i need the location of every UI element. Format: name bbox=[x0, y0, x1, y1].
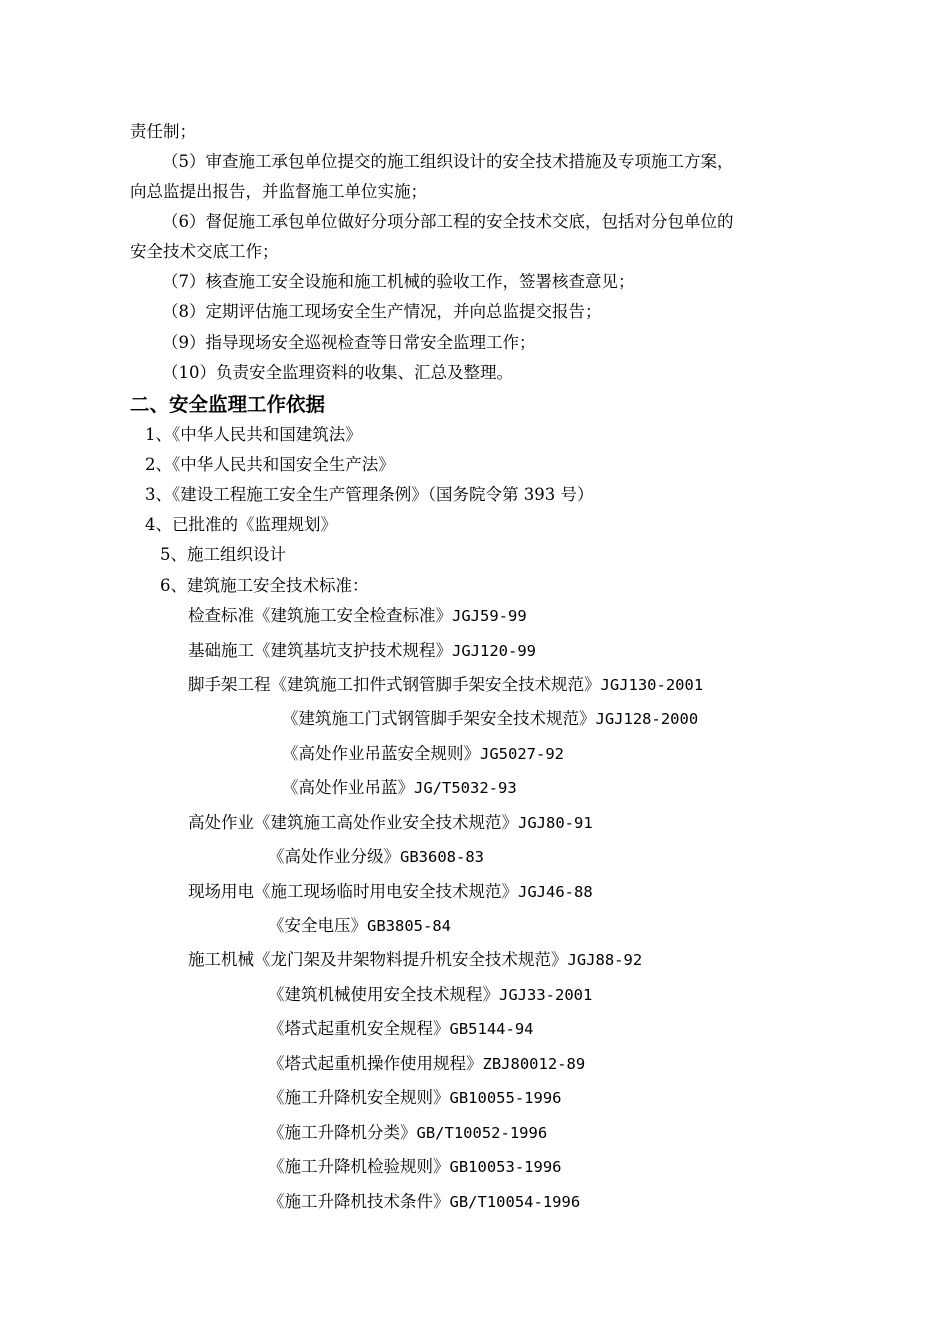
standard-row bbox=[268, 1087, 561, 1109]
standard-code: JG/T5032-93 bbox=[414, 779, 517, 797]
standard-code: GB/T10054-1996 bbox=[449, 1193, 581, 1211]
standard-code: JG5027-92 bbox=[480, 745, 564, 763]
section-heading: 二、安全监理工作依据 bbox=[130, 393, 326, 416]
duty-item-7: （7）核查施工安全设施和施工机械的验收工作，签署核查意见； bbox=[162, 272, 635, 291]
standard-code: JGJ88-92 bbox=[567, 951, 643, 969]
standard-code: JGJ33-2001 bbox=[499, 986, 593, 1004]
standard-code: GB5144-94 bbox=[449, 1020, 534, 1038]
standard-title: 《施工升降机分类》 bbox=[268, 1123, 417, 1142]
standard-code: GB3805-84 bbox=[367, 917, 451, 935]
standard-row bbox=[268, 915, 451, 937]
standard-code: GB/T10052-1996 bbox=[416, 1124, 548, 1142]
standard-title: 《塔式起重机安全规程》 bbox=[268, 1019, 450, 1038]
standard-code: GB10055-1996 bbox=[449, 1089, 562, 1107]
standard-title: 《施工升降机技术条件》 bbox=[268, 1192, 450, 1211]
standard-row bbox=[268, 1191, 580, 1213]
standard-title: 《安全电压》 bbox=[268, 916, 367, 935]
standard-row bbox=[268, 846, 484, 868]
standard-row bbox=[188, 674, 703, 696]
text-line-responsibility: 责任制； bbox=[130, 122, 196, 141]
basis-item: 4、已批准的《监理规划》 bbox=[145, 515, 337, 534]
duty-item-6-line-1: （6）督促施工承包单位做好分项分部工程的安全技术交底，包括对分包单位的 bbox=[162, 212, 734, 231]
standard-row bbox=[268, 1053, 585, 1075]
duty-item-9: （9）指导现场安全巡视检查等日常安全监理工作； bbox=[162, 333, 536, 352]
standard-code: ZBJ80012-89 bbox=[482, 1055, 586, 1073]
duty-item-5-line-1: （5）审查施工承包单位提交的施工组织设计的安全技术措施及专项施工方案， bbox=[162, 152, 734, 171]
standard-code: JGJ128-2000 bbox=[595, 710, 699, 728]
standard-title: 《高处作业吊蓝》 bbox=[282, 778, 414, 797]
standard-row bbox=[268, 1018, 534, 1040]
basis-item: 6、建筑施工安全技术标准： bbox=[160, 576, 369, 595]
standard-code: JGJ46-88 bbox=[518, 883, 593, 901]
duty-item-8: （8）定期评估施工现场安全生产情况，并向总监提交报告； bbox=[162, 302, 602, 321]
standard-code: JGJ80-91 bbox=[518, 814, 593, 832]
standard-row bbox=[188, 605, 527, 627]
standard-title: 《塔式起重机操作使用规程》 bbox=[268, 1054, 483, 1073]
basis-item: 5、施工组织设计 bbox=[160, 545, 286, 564]
duty-item-10: （10）负责安全监理资料的收集、汇总及整理。 bbox=[162, 363, 513, 382]
duty-item-6-line-2: 安全技术交底工作； bbox=[130, 242, 279, 261]
standard-row bbox=[282, 743, 564, 765]
standard-row bbox=[188, 949, 642, 971]
standard-title: 脚手架工程《建筑施工扣件式钢管脚手架安全技术规范》 bbox=[188, 675, 601, 694]
standard-title: 《建筑施工门式钢管脚手架安全技术规范》 bbox=[282, 709, 596, 728]
standard-row bbox=[268, 1122, 547, 1144]
basis-item: 3、《建设工程施工安全生产管理条例》（国务院令第 393 号） bbox=[145, 485, 594, 504]
standard-title: 检查标准《建筑施工安全检查标准》 bbox=[188, 606, 452, 625]
standard-code: GB3608-83 bbox=[400, 848, 484, 866]
standard-code: JGJ120-99 bbox=[452, 642, 536, 660]
standard-title: 《高处作业分级》 bbox=[268, 847, 400, 866]
standard-code: JGJ59-99 bbox=[452, 607, 527, 625]
standard-code: GB10053-1996 bbox=[449, 1158, 562, 1176]
standard-row bbox=[282, 777, 517, 799]
standard-row bbox=[188, 640, 536, 662]
standard-title: 施工机械《龙门架及井架物料提升机安全技术规范》 bbox=[188, 950, 568, 969]
standard-row bbox=[188, 812, 593, 834]
standard-title: 基础施工《建筑基坑支护技术规程》 bbox=[188, 641, 452, 660]
basis-item: 1、《中华人民共和国建筑法》 bbox=[145, 425, 362, 444]
standard-title: 现场用电《施工现场临时用电安全技术规范》 bbox=[188, 882, 518, 901]
standard-row bbox=[268, 984, 592, 1006]
standard-title: 《施工升降机安全规则》 bbox=[268, 1088, 450, 1107]
standard-row bbox=[188, 881, 593, 903]
standard-row bbox=[282, 708, 698, 730]
standard-title: 高处作业《建筑施工高处作业安全技术规范》 bbox=[188, 813, 518, 832]
standard-row bbox=[268, 1156, 561, 1178]
standard-title: 《施工升降机检验规则》 bbox=[268, 1157, 450, 1176]
standard-code: JGJ130-2001 bbox=[600, 676, 704, 694]
duty-item-5-line-2: 向总监提出报告，并监督施工单位实施； bbox=[130, 182, 427, 201]
standard-title: 《建筑机械使用安全技术规程》 bbox=[268, 985, 499, 1004]
basis-item: 2、《中华人民共和国安全生产法》 bbox=[145, 455, 395, 474]
standard-title: 《高处作业吊蓝安全规则》 bbox=[282, 744, 480, 763]
